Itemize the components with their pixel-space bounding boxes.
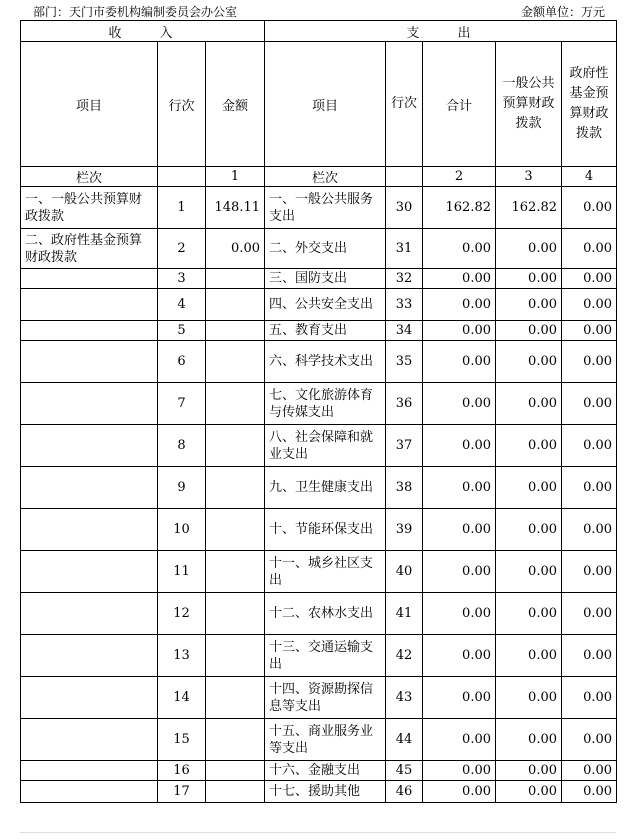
col-income-item: 项目 <box>21 42 158 167</box>
expense-item-cell: 三、国防支出 <box>265 269 386 289</box>
expense-line-cell: 44 <box>386 719 423 761</box>
general-budget-cell: 0.00 <box>496 677 562 719</box>
expense-item-cell: 一、一般公共服务支出 <box>265 187 386 229</box>
income-line-cell: 13 <box>158 635 206 677</box>
total-cell: 0.00 <box>423 467 496 509</box>
income-item-cell <box>21 719 158 761</box>
expense-line-cell: 46 <box>386 781 423 803</box>
table-row <box>21 229 617 269</box>
general-budget-cell: 0.00 <box>496 341 562 383</box>
expense-line-cell: 36 <box>386 383 423 425</box>
income-line-cell: 7 <box>158 383 206 425</box>
expense-line-cell: 40 <box>386 551 423 593</box>
income-line-cell: 4 <box>158 289 206 321</box>
expense-item-cell: 二、外交支出 <box>265 229 386 269</box>
gov-fund-cell: 0.00 <box>562 467 617 509</box>
total-cell: 0.00 <box>423 677 496 719</box>
expense-item-cell: 十二、农林水支出 <box>265 593 386 635</box>
income-line-cell: 1 <box>158 187 206 229</box>
total-cell: 162.82 <box>423 187 496 229</box>
expense-line-cell: 43 <box>386 677 423 719</box>
expense-item-cell: 四、公共安全支出 <box>265 289 386 321</box>
expense-line-cell: 42 <box>386 635 423 677</box>
table-row <box>21 635 617 677</box>
table-row <box>21 187 617 229</box>
expense-item-cell: 十一、城乡社区支出 <box>265 551 386 593</box>
income-line-cell: 9 <box>158 467 206 509</box>
general-budget-cell: 0.00 <box>496 551 562 593</box>
gov-fund-cell: 0.00 <box>562 781 617 803</box>
gov-fund-cell: 0.00 <box>562 761 617 781</box>
report-header <box>0 0 635 20</box>
expense-line-cell: 31 <box>386 229 423 269</box>
income-amount-cell <box>206 761 265 781</box>
total-cell: 0.00 <box>423 593 496 635</box>
expense-item-cell: 十五、商业服务业等支出 <box>265 719 386 761</box>
general-budget-cell: 0.00 <box>496 719 562 761</box>
col-total: 合计 <box>423 42 496 167</box>
total-cell: 0.00 <box>423 719 496 761</box>
income-item-cell <box>21 761 158 781</box>
index-row <box>21 167 617 187</box>
page-bottom-rule <box>20 832 616 833</box>
gov-fund-cell: 0.00 <box>562 289 617 321</box>
table-row <box>21 761 617 781</box>
expense-item-cell: 六、科学技术支出 <box>265 341 386 383</box>
table-row <box>21 467 617 509</box>
table-row <box>21 509 617 551</box>
table-row <box>21 289 617 321</box>
income-amount-cell <box>206 719 265 761</box>
expense-line-cell: 39 <box>386 509 423 551</box>
expense-item-cell: 八、社会保障和就业支出 <box>265 425 386 467</box>
total-cell: 0.00 <box>423 269 496 289</box>
column-header-row <box>21 42 617 167</box>
index-gov-fund: 4 <box>562 167 617 187</box>
general-budget-cell: 0.00 <box>496 761 562 781</box>
income-amount-cell <box>206 635 265 677</box>
income-line-cell: 12 <box>158 593 206 635</box>
gov-fund-cell: 0.00 <box>562 509 617 551</box>
total-cell: 0.00 <box>423 383 496 425</box>
table-row <box>21 383 617 425</box>
income-item-cell <box>21 341 158 383</box>
income-amount-cell <box>206 677 265 719</box>
general-budget-cell: 0.00 <box>496 269 562 289</box>
income-amount-cell <box>206 467 265 509</box>
expense-item-cell: 五、教育支出 <box>265 321 386 341</box>
income-line-cell: 16 <box>158 761 206 781</box>
general-budget-cell: 0.00 <box>496 425 562 467</box>
total-cell: 0.00 <box>423 341 496 383</box>
income-amount-cell <box>206 341 265 383</box>
table-row <box>21 677 617 719</box>
general-budget-cell: 0.00 <box>496 289 562 321</box>
total-cell: 0.00 <box>423 635 496 677</box>
total-cell: 0.00 <box>423 761 496 781</box>
total-cell: 0.00 <box>423 229 496 269</box>
income-line-cell: 15 <box>158 719 206 761</box>
expense-item-cell: 十七、援助其他 <box>265 781 386 803</box>
gov-fund-cell: 0.00 <box>562 321 617 341</box>
income-item-cell <box>21 551 158 593</box>
gov-fund-cell: 0.00 <box>562 551 617 593</box>
general-budget-cell: 0.00 <box>496 635 562 677</box>
index-general-budget: 3 <box>496 167 562 187</box>
income-line-cell: 3 <box>158 269 206 289</box>
col-income-line: 行次 <box>158 42 206 167</box>
expense-line-cell: 41 <box>386 593 423 635</box>
income-line-cell: 10 <box>158 509 206 551</box>
table-row <box>21 321 617 341</box>
general-budget-cell: 162.82 <box>496 187 562 229</box>
income-item-cell <box>21 509 158 551</box>
expense-line-cell: 45 <box>386 761 423 781</box>
income-amount-cell <box>206 509 265 551</box>
col-expense-line: 行次 <box>386 42 423 167</box>
col-general-budget: 一般公共预算财政拨款 <box>496 42 562 167</box>
gov-fund-cell: 0.00 <box>562 383 617 425</box>
gov-fund-cell: 0.00 <box>562 269 617 289</box>
gov-fund-cell: 0.00 <box>562 341 617 383</box>
income-line-cell: 8 <box>158 425 206 467</box>
total-cell: 0.00 <box>423 425 496 467</box>
table-row <box>21 719 617 761</box>
expense-item-cell: 十六、金融支出 <box>265 761 386 781</box>
expense-line-cell: 37 <box>386 425 423 467</box>
general-budget-cell: 0.00 <box>496 467 562 509</box>
expense-item-cell: 十四、资源勘探信息等支出 <box>265 677 386 719</box>
income-amount-cell <box>206 289 265 321</box>
gov-fund-cell: 0.00 <box>562 187 617 229</box>
income-item-cell <box>21 383 158 425</box>
income-amount-cell: 148.11 <box>206 187 265 229</box>
income-line-cell: 17 <box>158 781 206 803</box>
table-row <box>21 341 617 383</box>
total-cell: 0.00 <box>423 551 496 593</box>
col-income-amount: 金额 <box>206 42 265 167</box>
expense-line-cell: 35 <box>386 341 423 383</box>
table-body <box>21 21 617 803</box>
budget-table <box>20 20 617 803</box>
income-amount-cell <box>206 593 265 635</box>
expense-line-cell: 33 <box>386 289 423 321</box>
income-item-cell <box>21 425 158 467</box>
col-gov-fund: 政府性基金预算财政拨款 <box>562 42 617 167</box>
income-item-cell <box>21 269 158 289</box>
expense-item-cell: 十、节能环保支出 <box>265 509 386 551</box>
general-budget-cell: 0.00 <box>496 509 562 551</box>
total-cell: 0.00 <box>423 781 496 803</box>
gov-fund-cell: 0.00 <box>562 229 617 269</box>
amount-unit-label: 金额单位：万元 <box>520 5 605 19</box>
income-item-cell <box>21 467 158 509</box>
general-budget-cell: 0.00 <box>496 781 562 803</box>
income-amount-cell <box>206 383 265 425</box>
income-amount-cell <box>206 425 265 467</box>
income-amount-cell <box>206 269 265 289</box>
expense-item-cell: 七、文化旅游体育与传媒支出 <box>265 383 386 425</box>
index-income-amount: 1 <box>206 167 265 187</box>
income-section-title: 收 入 <box>21 21 265 42</box>
income-amount-cell <box>206 321 265 341</box>
income-line-cell: 5 <box>158 321 206 341</box>
col-expense-item: 项目 <box>265 42 386 167</box>
income-amount-cell <box>206 781 265 803</box>
table-row <box>21 269 617 289</box>
expense-item-cell: 十三、交通运输支出 <box>265 635 386 677</box>
index-income-label: 栏次 <box>21 167 158 187</box>
income-line-cell: 11 <box>158 551 206 593</box>
income-amount-cell <box>206 551 265 593</box>
gov-fund-cell: 0.00 <box>562 635 617 677</box>
table-row <box>21 593 617 635</box>
gov-fund-cell: 0.00 <box>562 593 617 635</box>
income-item-cell <box>21 593 158 635</box>
income-item-cell <box>21 321 158 341</box>
income-line-cell: 6 <box>158 341 206 383</box>
table-row <box>21 425 617 467</box>
index-total: 2 <box>423 167 496 187</box>
expense-line-cell: 34 <box>386 321 423 341</box>
total-cell: 0.00 <box>423 289 496 321</box>
gov-fund-cell: 0.00 <box>562 677 617 719</box>
total-cell: 0.00 <box>423 509 496 551</box>
income-line-cell: 14 <box>158 677 206 719</box>
general-budget-cell: 0.00 <box>496 593 562 635</box>
table-row <box>21 781 617 803</box>
expense-item-cell: 九、卫生健康支出 <box>265 467 386 509</box>
gov-fund-cell: 0.00 <box>562 719 617 761</box>
expense-line-cell: 32 <box>386 269 423 289</box>
income-line-cell: 2 <box>158 229 206 269</box>
income-item-cell <box>21 635 158 677</box>
index-income-line <box>158 167 206 187</box>
income-item-cell: 二、政府性基金预算财政拨款 <box>21 229 158 269</box>
table-row <box>21 551 617 593</box>
index-expense-line <box>386 167 423 187</box>
income-item-cell <box>21 677 158 719</box>
total-cell: 0.00 <box>423 321 496 341</box>
income-item-cell <box>21 289 158 321</box>
income-amount-cell: 0.00 <box>206 229 265 269</box>
expense-line-cell: 30 <box>386 187 423 229</box>
general-budget-cell: 0.00 <box>496 229 562 269</box>
general-budget-cell: 0.00 <box>496 321 562 341</box>
section-header-row <box>21 21 617 42</box>
general-budget-cell: 0.00 <box>496 383 562 425</box>
department-label: 部门：天门市委机构编制委员会办公室 <box>33 5 238 19</box>
income-item-cell: 一、一般公共预算财政拨款 <box>21 187 158 229</box>
expense-section-title: 支 出 <box>265 21 617 42</box>
income-item-cell <box>21 781 158 803</box>
gov-fund-cell: 0.00 <box>562 425 617 467</box>
expense-line-cell: 38 <box>386 467 423 509</box>
index-expense-label: 栏次 <box>265 167 386 187</box>
